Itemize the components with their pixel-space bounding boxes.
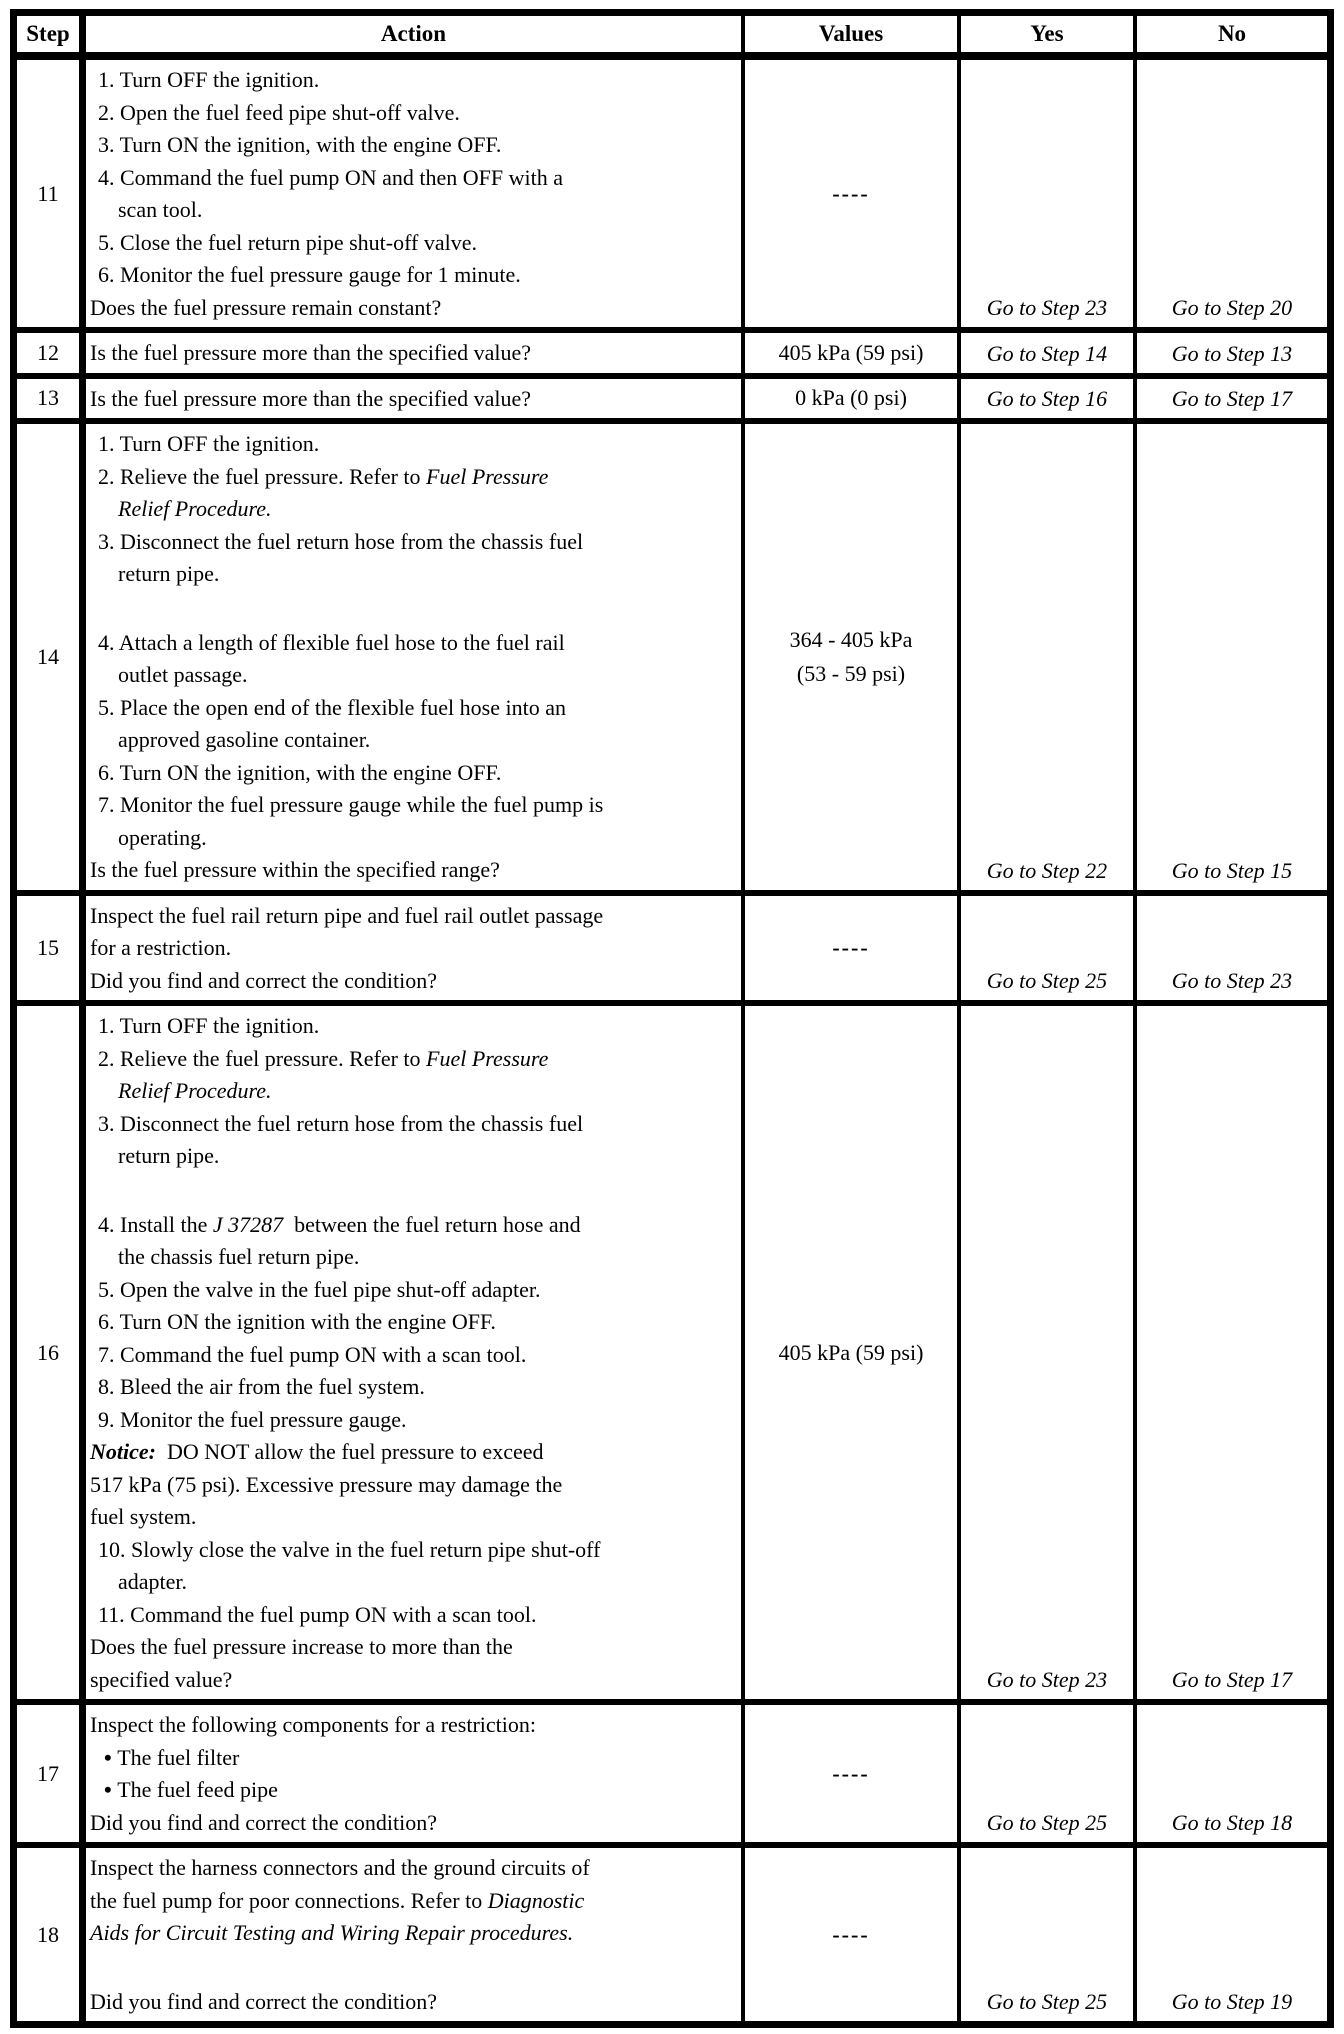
- text-run: Did you find and correct the condition?: [90, 1809, 438, 1835]
- header-step: Step: [17, 16, 86, 52]
- text-run: adapter.: [118, 1569, 188, 1594]
- values-cell: [745, 896, 961, 1001]
- action-line: [88, 1917, 737, 1950]
- text-run: Is the fuel pressure more than the specified value?: [90, 385, 532, 411]
- text-run: specified value?: [90, 1666, 233, 1692]
- yes-cell: Go to Step 22: [961, 424, 1137, 890]
- text-run: Inspect the following components for a restriction:: [90, 1712, 536, 1737]
- text-run: outlet passage.: [118, 662, 248, 687]
- no-cell: Go to Step 19: [1171, 1989, 1293, 2014]
- yes-cell: Go to Step 25: [961, 896, 1137, 1001]
- text-run: DO NOT allow the fuel pressure to exceed: [155, 1439, 544, 1464]
- action-line: [88, 337, 737, 370]
- values-line: ----: [832, 1921, 870, 1947]
- text-run: 4. Command the fuel pump ON and then OFF with a: [98, 164, 564, 190]
- header-yes: Yes: [961, 16, 1137, 52]
- step-cell: 18: [17, 1848, 86, 2021]
- table-row: [17, 1842, 1327, 2021]
- no-cell: Go to Step 17: [1171, 386, 1293, 411]
- text-run: 2. Relieve the fuel pressure. Refer to: [98, 1045, 427, 1071]
- no-cell: Go to Step 13: [1171, 340, 1293, 366]
- action-line: [88, 1339, 737, 1372]
- text-run: Does the fuel pressure remain constant?: [90, 294, 442, 320]
- action-line: [88, 428, 737, 461]
- text-run: between the fuel return hose and: [283, 1211, 581, 1237]
- values-line: ----: [832, 180, 870, 206]
- action-gap: [88, 591, 737, 627]
- action-line: [88, 1404, 737, 1437]
- text-run: 7. Command the fuel pump ON with a scan tool.: [98, 1341, 527, 1367]
- action-gap: [88, 1173, 737, 1209]
- no-cell: Go to Step 15: [1171, 857, 1293, 883]
- yes-cell: Go to Step 23: [961, 1006, 1137, 1699]
- text-run: Does the fuel pressure increase to more than the: [90, 1634, 513, 1659]
- header-values: Values: [745, 16, 961, 52]
- text-run: 1. Turn OFF the ignition.: [98, 431, 320, 456]
- step-cell: 11: [17, 60, 86, 327]
- text-run: return pipe.: [118, 1143, 220, 1168]
- text-run: 517 kPa (75 psi). Excessive pressure may damage the: [90, 1471, 563, 1497]
- bullet-icon: •: [104, 1777, 118, 1802]
- table-row: [17, 418, 1327, 890]
- no-cell: Go to Step 20: [1171, 295, 1293, 320]
- action-line: [88, 757, 737, 790]
- action-line: [88, 1371, 737, 1404]
- values-line: 405 kPa (59 psi): [778, 1339, 924, 1365]
- table-row: [17, 327, 1327, 373]
- step-cell: 17: [17, 1705, 86, 1842]
- text-run: 3. Disconnect the fuel return hose from the chassis fuel: [98, 528, 584, 554]
- diagnostic-table: [10, 9, 1334, 2028]
- text-run: Inspect the fuel rail return pipe and fuel rail outlet passage: [90, 902, 604, 928]
- action-cell: [86, 896, 745, 1001]
- text-run: Fuel Pressure: [426, 1045, 549, 1071]
- action-line: [88, 659, 737, 692]
- text-run: Inspect the harness connectors and the ground circuits of: [90, 1855, 590, 1880]
- text-run: scan tool.: [118, 197, 203, 222]
- text-run: the fuel pump for poor connections. Refer to: [90, 1887, 488, 1913]
- table-row: [17, 890, 1327, 1001]
- action-line: [88, 1852, 737, 1885]
- table-header: [17, 16, 1327, 60]
- no-cell: Go to Step 17: [1171, 1667, 1293, 1692]
- text-run: 5. Place the open end of the flexible fuel hose into an: [98, 694, 566, 720]
- action-cell: [86, 333, 745, 373]
- action-line: [88, 64, 737, 97]
- action-line: [88, 1709, 737, 1742]
- values-line: 0 kPa (0 psi): [795, 385, 907, 411]
- step-cell: 15: [17, 896, 86, 1001]
- action-line: [88, 1043, 737, 1076]
- text-run: 10. Slowly close the valve in the fuel return pipe shut-off: [98, 1536, 601, 1562]
- action-line: [88, 1885, 737, 1918]
- action-line: [88, 1010, 737, 1043]
- action-line: [88, 1534, 737, 1567]
- values-cell: [745, 60, 961, 327]
- text-run: Diagnostic: [487, 1887, 585, 1913]
- action-line: [88, 854, 737, 887]
- action-line: [88, 558, 737, 591]
- action-line: [88, 1306, 737, 1339]
- action-line: [88, 259, 737, 292]
- table-row: [17, 60, 1327, 327]
- values-cell: [745, 1006, 961, 1699]
- text-run: 5. Open the valve in the fuel pipe shut-off adapter.: [98, 1276, 541, 1302]
- text-run: 9. Monitor the fuel pressure gauge.: [98, 1406, 407, 1432]
- table-row: [17, 373, 1327, 419]
- action-line: [88, 1075, 737, 1108]
- text-run: 6. Turn ON the ignition with the engine OFF.: [98, 1309, 496, 1334]
- table-row: [17, 1699, 1327, 1842]
- action-line: [88, 1209, 737, 1242]
- text-run: 8. Bleed the air from the fuel system.: [98, 1374, 425, 1399]
- action-line: [88, 900, 737, 933]
- header-no: No: [1217, 21, 1247, 46]
- action-cell: [86, 379, 745, 419]
- text-run: return pipe.: [118, 561, 220, 586]
- step-cell: 12: [17, 333, 86, 373]
- action-line: [88, 129, 737, 162]
- values-cell: [745, 333, 961, 373]
- text-run: approved gasoline container.: [118, 727, 371, 752]
- action-line: [88, 1599, 737, 1632]
- step-cell: 13: [17, 379, 86, 419]
- text-run: Relief Procedure.: [118, 496, 272, 521]
- action-line: [88, 1986, 737, 2019]
- text-run: The fuel feed pipe: [117, 1777, 278, 1802]
- text-run: 6. Monitor the fuel pressure gauge for 1 minute.: [98, 262, 521, 287]
- text-run: 3. Disconnect the fuel return hose from the chassis fuel: [98, 1110, 584, 1136]
- text-run: The fuel filter: [117, 1744, 240, 1770]
- action-line: [88, 227, 737, 260]
- text-run: for a restriction.: [90, 935, 232, 960]
- text-run: 3. Turn ON the ignition, with the engine OFF.: [98, 132, 502, 157]
- text-run: Relief Procedure.: [118, 1078, 272, 1103]
- values-cell: [745, 1705, 961, 1842]
- text-run: 2. Relieve the fuel pressure. Refer to: [98, 463, 427, 489]
- text-run: operating.: [118, 824, 207, 850]
- values-line: 364 - 405 kPa: [789, 626, 913, 652]
- action-line: [88, 789, 737, 822]
- action-line: [88, 627, 737, 660]
- action-cell: [86, 1006, 745, 1699]
- values-cell: [745, 424, 961, 890]
- header-action: Action: [86, 16, 745, 52]
- action-line: [88, 1241, 737, 1274]
- action-gap: [88, 1950, 737, 1986]
- action-line: [88, 1774, 737, 1807]
- values-line: (53 - 59 psi): [796, 660, 906, 686]
- action-line: [88, 97, 737, 130]
- action-line: [88, 1436, 737, 1469]
- no-cell: Go to Step 18: [1171, 1810, 1293, 1835]
- action-line: [88, 162, 737, 195]
- action-line: [88, 1469, 737, 1502]
- action-line: [88, 932, 737, 965]
- text-run: 4. Install the: [98, 1211, 213, 1237]
- action-line: [88, 1566, 737, 1599]
- action-line: [88, 1807, 737, 1840]
- values-cell: [745, 1848, 961, 2021]
- text-run: fuel system.: [90, 1504, 197, 1529]
- action-line: [88, 822, 737, 855]
- values-cell: [745, 379, 961, 419]
- action-line: [88, 493, 737, 526]
- action-line: [88, 383, 737, 416]
- step-cell: 16: [17, 1006, 86, 1699]
- action-line: [88, 1274, 737, 1307]
- yes-cell: Go to Step 16: [961, 379, 1137, 419]
- action-line: [88, 1664, 737, 1697]
- action-line: [88, 965, 737, 998]
- text-run: 5. Close the fuel return pipe shut-off valve.: [98, 229, 477, 255]
- text-run: J 37287: [212, 1211, 284, 1237]
- action-cell: [86, 1848, 745, 2021]
- text-run: Fuel Pressure: [426, 463, 549, 489]
- action-line: [88, 526, 737, 559]
- action-line: [88, 692, 737, 725]
- text-run: Did you find and correct the condition?: [90, 1988, 438, 2014]
- text-run: the chassis fuel return pipe.: [118, 1244, 360, 1269]
- action-line: [88, 1742, 737, 1775]
- text-run: Is the fuel pressure more than the specified value?: [90, 340, 532, 365]
- action-line: [88, 1108, 737, 1141]
- yes-cell: Go to Step 25: [961, 1848, 1137, 2021]
- action-cell: [86, 1705, 745, 1842]
- action-line: [88, 461, 737, 494]
- yes-cell: Go to Step 23: [961, 60, 1137, 327]
- action-cell: [86, 60, 745, 327]
- values-line: ----: [832, 1760, 870, 1786]
- text-run: 4. Attach a length of flexible fuel hose to the fuel rail: [98, 629, 565, 655]
- values-line: 405 kPa (59 psi): [778, 339, 924, 365]
- table-row: [17, 1000, 1327, 1699]
- no-cell: Go to Step 23: [1171, 968, 1293, 993]
- action-line: [88, 194, 737, 227]
- values-line: ----: [832, 934, 870, 960]
- text-run: 7. Monitor the fuel pressure gauge while the fuel pump is: [98, 792, 604, 817]
- text-run: 11. Command the fuel pump ON with a scan tool.: [98, 1601, 537, 1627]
- text-run: Notice:: [90, 1439, 156, 1464]
- text-run: 1. Turn OFF the ignition.: [98, 67, 320, 92]
- text-run: Aids for Circuit Testing and Wiring Repair procedures.: [90, 1920, 574, 1945]
- yes-cell: Go to Step 14: [961, 333, 1137, 373]
- text-run: 2. Open the fuel feed pipe shut-off valve.: [98, 99, 460, 125]
- text-run: 1. Turn OFF the ignition.: [98, 1013, 320, 1038]
- bullet-icon: •: [104, 1744, 118, 1770]
- text-run: 6. Turn ON the ignition, with the engine OFF.: [98, 759, 502, 785]
- action-cell: [86, 424, 745, 890]
- action-line: [88, 1631, 737, 1664]
- text-run: Did you find and correct the condition?: [90, 967, 438, 993]
- yes-cell: Go to Step 25: [961, 1705, 1137, 1842]
- action-line: [88, 724, 737, 757]
- action-line: [88, 1501, 737, 1534]
- action-line: [88, 292, 737, 325]
- text-run: Is the fuel pressure within the specified range?: [90, 857, 500, 882]
- action-line: [88, 1140, 737, 1173]
- table-body: [17, 60, 1327, 2021]
- step-cell: 14: [17, 424, 86, 890]
